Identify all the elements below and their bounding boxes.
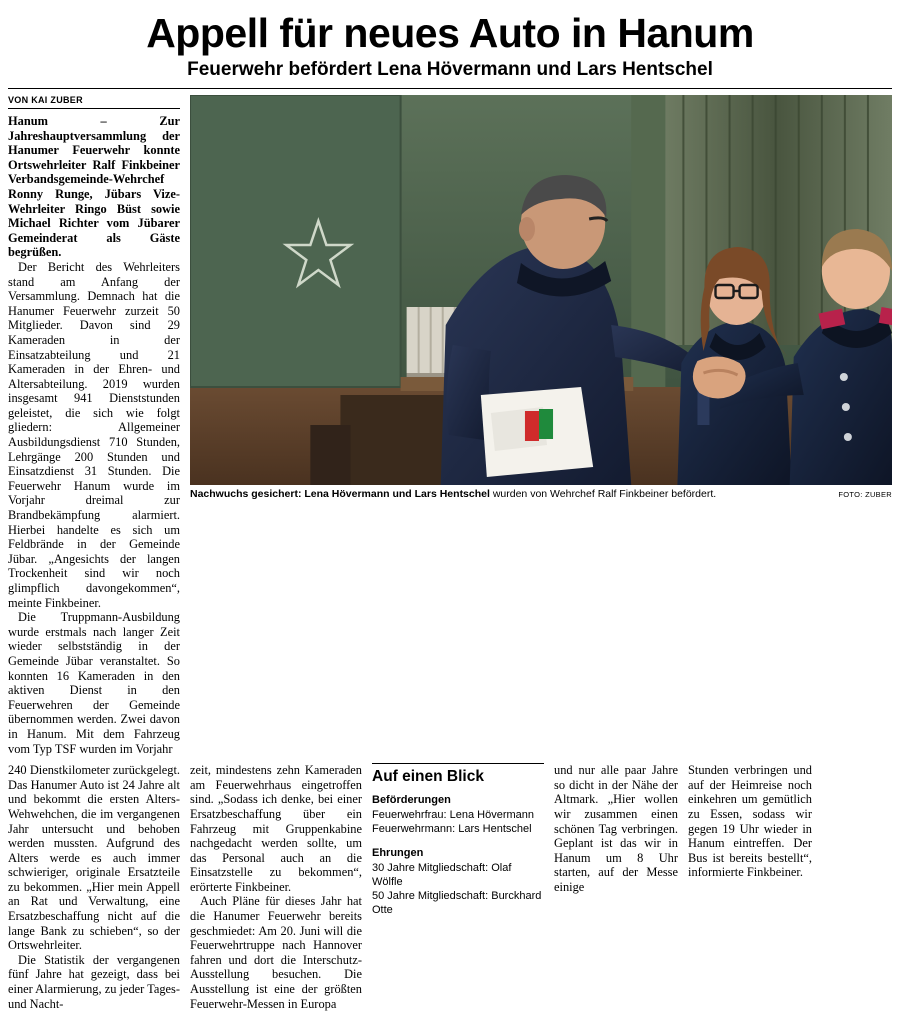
page-title: Appell für neues Auto in Hanum xyxy=(146,10,754,56)
lower-columns xyxy=(8,763,892,1011)
info-box-title: Auf einen Blick xyxy=(372,768,484,786)
info-box-line: 30 Jahre Mitgliedschaft: Olaf Wölfle xyxy=(372,862,512,889)
info-box-line: Feuerwehrfrau: Lena Hövermann xyxy=(372,809,535,822)
caption-rest: wurden von Wehrchef Ralf Finkbeiner befördert. xyxy=(489,488,717,500)
paragraph: und nur alle paar Jahre so dicht in der Nähe der Altmark. „Hier wollen wir zusammen einen schönen Tag verbringen. Geplant ist das wir in Hanum um 8 Uhr starten, auf der Messe einige xyxy=(554,763,678,894)
article-column-4 xyxy=(554,763,678,1011)
paragraph: Auch Pläne für dieses Jahr hat die Hanumer Feuerwehr bereits geschmiedet: Am 20. Juni will die Feuerwehrtruppe nach Hannover fahren und dort die Interschutz-Ausstellung besuchen. Die Ausstellung ist eine der größten Feuerwehr-Messen in Europa xyxy=(190,894,362,1011)
article-column-3 xyxy=(190,763,362,1011)
paragraph: Hanum – Zur Jahreshauptversammlung der Hanumer Feuerwehr konnte Ortswehrleiter Ralf Finkbeiner Verbandsgemeinde-Wehrchef Ronny Runge, Jübars Vize-Wehrleiter Ringo Büst sowie Michael Richter vom Jübarer Gemeinderat als Gäste begrüßen. xyxy=(8,114,180,260)
paragraph: Stunden verbringen und auf der Heimreise noch einkehren um gemütlich zu Essen, sodass wir gegen 19 Uhr wieder in Hanum eintreffen. Der Bus ist bereits bestellt“, informierte Finkbeiner. xyxy=(688,763,812,880)
paragraph: Der Bericht des Wehrleiters stand am Anfang der Versammlung. Demnach hat die Hanumer Feuerwehr zurzeit 50 Mitglieder. Davon sind 29 Kameraden in der Einsatzabteilung und 21 Kameraden in der Ehren- und Altersabteilung. 2019 wurden insgesamt 941 Dienststunden geleistet, die sich wie folgt gliedern: Allgemeiner Ausbildungsdienst 710 Stunden, Lehrgänge 200 Stunden und Einsatzdienst 31 Stunden. Die Feuerwehr Hanum wurde im Vorjahr dreimal zur Brandbekämpfung alarmiert. Hierbei handelte es sich um Feldbrände in der Gemeinde Jübar. „Angesichts der langen Trockenheit sind wir noch glimpflich davongekommen“, meinte Finkbeiner. xyxy=(8,259,180,610)
article-column-2 xyxy=(8,763,180,1011)
top-area xyxy=(8,95,892,756)
article-column-1 xyxy=(8,95,180,756)
header-divider xyxy=(8,88,892,89)
paragraph: zeit, mindestens zehn Kameraden am Feuerwehrhaus eingetroffen sind. „Sodass ich denke, bei einer Ersatzbeschaffung über ein Fahrzeug mit Gruppenkabine nachgedacht werden sollte, um das Personal auch an die Einsatzstelle zu bekommen“, erörterte Finkbeiner. xyxy=(190,763,362,894)
handshake xyxy=(693,356,746,398)
info-box-heading-1: Beförderungen xyxy=(372,794,451,807)
photo-illustration xyxy=(190,95,892,485)
article-column-5 xyxy=(688,763,812,1011)
caption-lead: Nachwuchs gesichert: Lena Hövermann und Lars Hentschel xyxy=(190,488,490,500)
info-box xyxy=(372,763,544,1011)
page-subtitle: Feuerwehr befördert Lena Hövermann und Lars Hentschel xyxy=(187,59,713,80)
paragraph: 240 Dienstkilometer zurückgelegt. Das Hanumer Auto ist 24 Jahre alt und bekommt die ersten Alters-Wehwehchen, die im vergangenen Jahr untersucht und behoben werden mussten. Aufgrund des Alters werde es auch immer schwieriger, originale Ersatzteile zu bekommen. „Hier mein Appell an Rat und Verwaltung, eine Ersatzbeschaffung nicht auf die lange Bank zu schieben“, so der Ortswehrleiter. xyxy=(8,763,180,953)
paragraph: Die Statistik der vergangenen fünf Jahre hat gezeigt, dass bei einer Alarmierung, zu jeder Tages- und Nacht- xyxy=(8,952,180,1011)
info-box-heading-2: Ehrungen xyxy=(372,847,424,860)
article-text-col1 xyxy=(8,114,180,756)
paragraph: Die Truppmann-Ausbildung wurde erstmals nach langer Zeit wieder selbstständig in der Gemeinde Jübar veranstaltet. So konnten 16 Kameraden in den aktiven Dienst in den Feuerwehren der Gemeinde übernommen werden. Zwei davon in Hanum. Mit dem Fahrzeug vom Typ TSF wurden im Vorjahr xyxy=(8,610,180,756)
byline: VON KAI ZUBER xyxy=(8,95,180,109)
photo-caption xyxy=(190,485,892,501)
photo-credit: FOTO: ZUBER xyxy=(838,490,892,499)
info-box-line: Feuerwehrmann: Lars Hentschel xyxy=(372,823,532,836)
article-photo xyxy=(190,95,892,485)
info-box-line: 50 Jahre Mitgliedschaft: Burckhard Otte xyxy=(372,890,542,917)
photo-area xyxy=(190,95,892,756)
documents xyxy=(481,387,593,477)
